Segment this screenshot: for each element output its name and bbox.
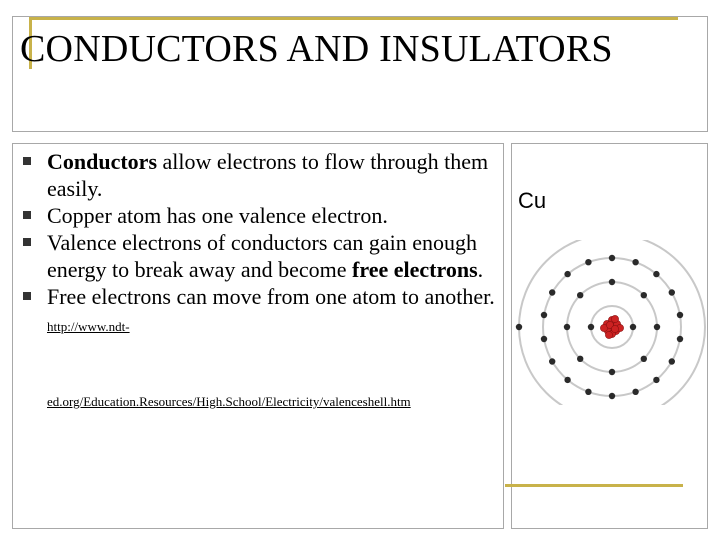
bullet-bold: Conductors (47, 149, 158, 174)
electron (632, 389, 638, 395)
electron (549, 358, 555, 364)
electron (630, 324, 636, 330)
electron (653, 271, 659, 277)
nucleon (611, 315, 618, 322)
electron (609, 279, 615, 285)
source-link-continued[interactable]: ed.org/Education.Resources/High.School/Electricity/valenceshell.htm (47, 394, 411, 409)
electron (585, 259, 591, 265)
electron (677, 312, 683, 318)
bullet-text: Free electrons can move from one atom to another. (47, 284, 495, 309)
square-bullet-icon (23, 238, 31, 246)
electron (609, 393, 615, 399)
square-bullet-icon (23, 157, 31, 165)
electron (609, 369, 615, 375)
electron (677, 336, 683, 342)
electron (669, 289, 675, 295)
electron (585, 389, 591, 395)
gold-accent-bottom (505, 484, 683, 487)
copper-atom-diagram (511, 240, 708, 405)
electron (577, 292, 583, 298)
bullet-text: . (477, 257, 484, 282)
nucleus-icon (600, 315, 623, 338)
square-bullet-icon (23, 292, 31, 300)
electron (541, 336, 547, 342)
electron (564, 271, 570, 277)
electron (549, 289, 555, 295)
electrons (516, 255, 683, 399)
source-link[interactable]: http://www.ndt- (47, 319, 130, 334)
bullet-item (20, 202, 498, 229)
nucleon (611, 325, 618, 332)
electron (564, 377, 570, 383)
bullet-text: allow electrons to flow through them easily. (47, 149, 489, 201)
bullet-text: Valence electrons of conductors can gain enough energy to break away and become (47, 230, 478, 282)
electron (653, 377, 659, 383)
nucleon (605, 331, 612, 338)
slide-title: CONDUCTORS AND INSULATORS (20, 28, 613, 70)
valence-electron (516, 324, 522, 330)
bullet-item (20, 283, 498, 340)
bullet-list (20, 148, 498, 340)
electron (609, 255, 615, 261)
electron (641, 356, 647, 362)
bullet-text: Copper atom has one valence electron. (47, 203, 388, 228)
electron (641, 292, 647, 298)
electron (564, 324, 570, 330)
bullet-bold: free electrons (352, 257, 478, 282)
electron (654, 324, 660, 330)
electron (541, 312, 547, 318)
bullet-item (20, 229, 498, 283)
electron (632, 259, 638, 265)
electron (669, 358, 675, 364)
square-bullet-icon (23, 211, 31, 219)
gold-accent-top (30, 17, 678, 20)
electron (588, 324, 594, 330)
electron (577, 356, 583, 362)
bullet-item (20, 148, 498, 202)
element-label: Cu (518, 188, 547, 213)
